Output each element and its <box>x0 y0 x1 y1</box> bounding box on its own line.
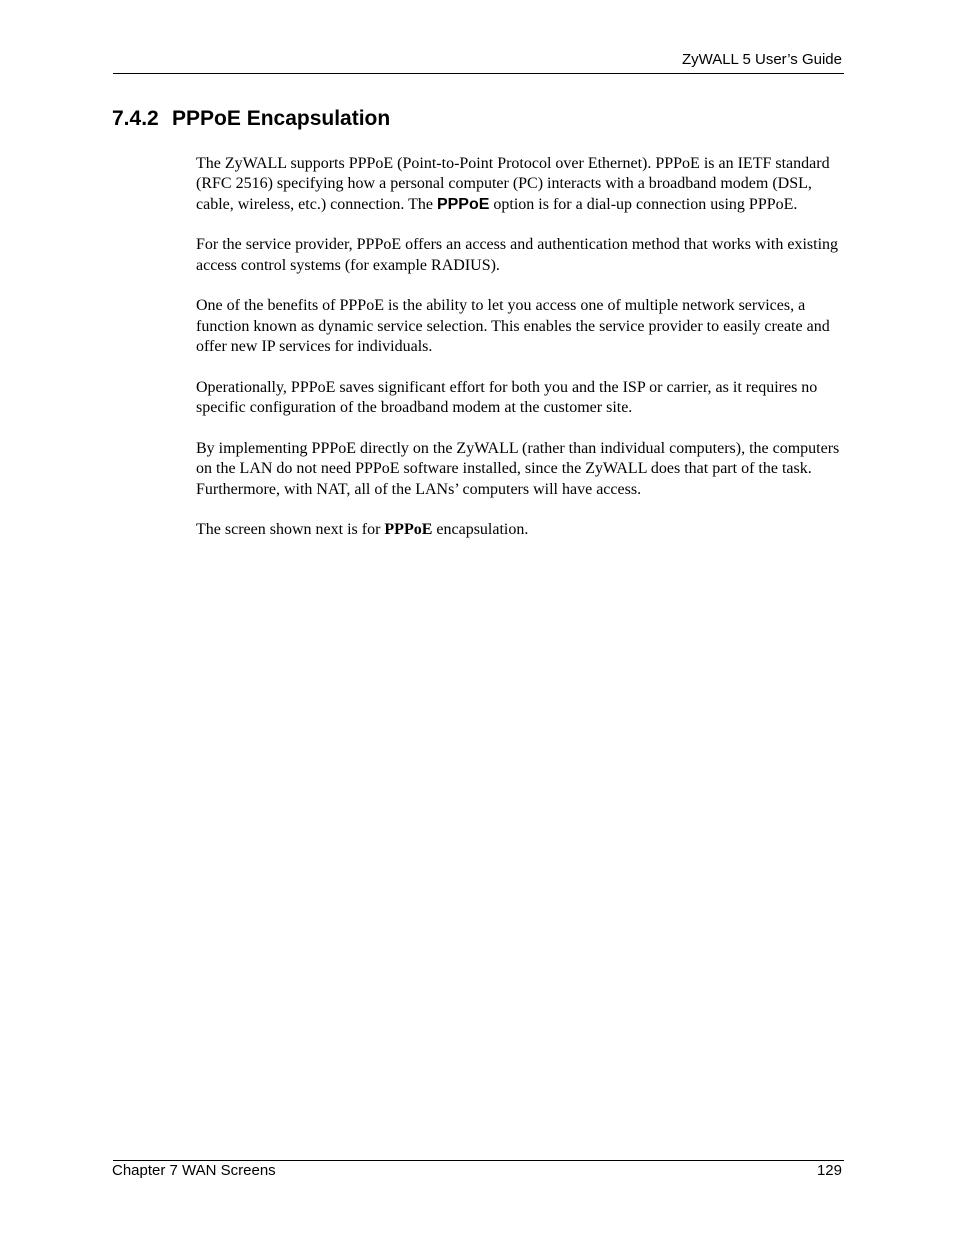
footer-divider <box>113 1160 844 1161</box>
section-number: 7.4.2 <box>112 107 159 130</box>
page-number: 129 <box>816 1162 842 1179</box>
pppoe-option-term: PPPoE <box>436 195 490 213</box>
section-title: PPPoE Encapsulation <box>172 107 391 130</box>
paragraph-text: The ZyWALL supports PPPoE (Point-to-Point Protocol over Ethernet). PPPoE is an IETF standard (RFC 2516) specifying how a personal computer (PC) interacts with a broadband modem (DSL, cable, wireless, etc.) connection. The <box>196 155 830 213</box>
pppoe-term: PPPoE <box>384 521 433 539</box>
paragraph-pppoe-intro <box>196 154 848 215</box>
paragraph-text: encapsulation. <box>432 521 529 539</box>
paragraph-operational: Operationally, PPPoE saves significant effort for both you and the ISP or carrier, as it requires no specific configuration of the broadband modem at the customer site. <box>196 378 818 417</box>
running-header-title: ZyWALL 5 User’s Guide <box>681 51 842 68</box>
section-heading <box>112 106 390 132</box>
paragraph-screen-note <box>196 520 848 540</box>
header-divider <box>113 73 844 74</box>
body-text <box>196 154 848 561</box>
paragraph-text: The screen shown next is for <box>196 521 385 539</box>
paragraph-text: option is for a dial-up connection using PPPoE. <box>489 195 798 213</box>
footer-chapter: Chapter 7 WAN Screens <box>112 1162 276 1179</box>
paragraph-service-provider: For the service provider, PPPoE offers an access and authentication method that works with existing access control systems (for example RADIUS). <box>196 236 839 274</box>
paragraph-benefits: One of the benefits of PPPoE is the ability to let you access one of multiple network services, a function known as dynamic service selection. This enables the service provider to easily create and offer new IP services for individuals. <box>196 297 830 356</box>
paragraph-implementation: By implementing PPPoE directly on the ZyWALL (rather than individual computers), the computers on the LAN do not need PPPoE software installed, since the ZyWALL does that part of the task. Furthermore, with NAT, all of the LANs’ computers will have access. <box>196 439 840 498</box>
